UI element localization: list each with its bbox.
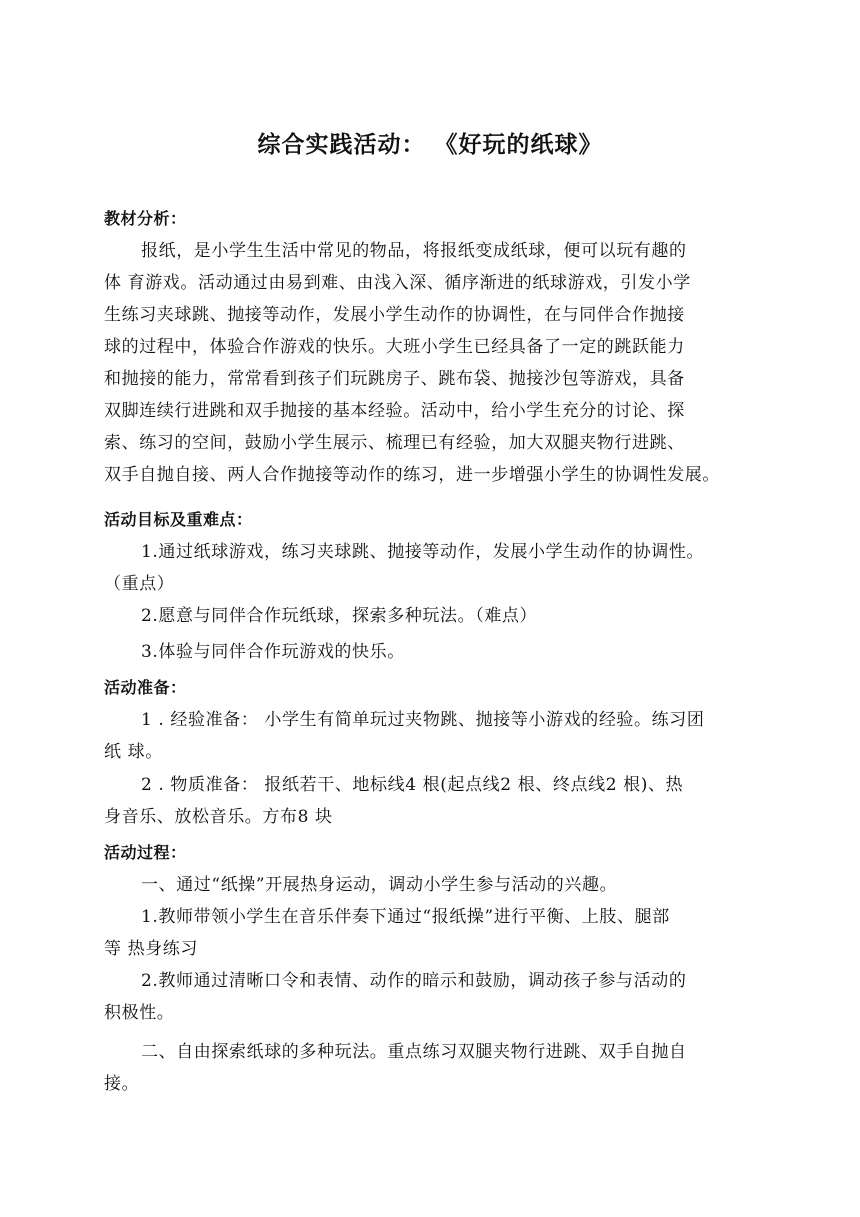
preparation-line: 1 . 经验准备： 小学生有简单玩过夹物跳、抛接等小游戏的经验。练习团 [141, 710, 705, 730]
process-line: 二、自由探索纸球的多种玩法。重点练习双腿夹物行进跳、双手自抛自 [141, 1042, 687, 1062]
process-line: 1.教师带领小学生在音乐伴奏下通过“报纸操”进行平衡、上肢、腿部 [141, 907, 670, 927]
analysis-line: 双手自抛自接、两人合作抛接等动作的练习，进一步增强小学生的协调性发展。 [104, 465, 720, 485]
goal-line: 3.体验与同伴合作玩游戏的快乐。 [141, 642, 405, 662]
analysis-line: 报纸，是小学生生活中常见的物品，将报纸变成纸球，便可以玩有趣的 [141, 241, 687, 261]
preparation-line: 身音乐、放松音乐。方布8 块 [104, 807, 333, 827]
process-line: 一、通过“纸操”开展热身运动，调动小学生参与活动的兴趣。 [141, 875, 618, 895]
analysis-line: 球的过程中，体验合作游戏的快乐。大班小学生已经具备了一定的跳跃能力 [104, 337, 685, 357]
analysis-line: 索、练习的空间，鼓励小学生展示、梳理已有经验，加大双腿夹物行进跳、 [104, 433, 685, 453]
analysis-line: 体 育游戏。活动通过由易到难、由浅入深、循序渐进的纸球游戏，引发小学 [104, 273, 691, 293]
process-line: 2.教师通过清晰口令和表情、动作的暗示和鼓励，调动孩子参与活动的 [141, 971, 687, 991]
analysis-line: 双脚连续行进跳和双手抛接的基本经验。活动中，给小学生充分的讨论、探 [104, 401, 685, 421]
process-line: 接。 [104, 1074, 140, 1094]
section-heading-preparation: 活动准备： [104, 678, 187, 697]
document-title: 综合实践活动： 《好玩的纸球》 [257, 132, 603, 158]
goal-line: 1.通过纸球游戏，练习夹球跳、抛接等动作，发展小学生动作的协调性。 [141, 542, 705, 562]
analysis-line: 生练习夹球跳、抛接等动作，发展小学生动作的协调性，在与同伴合作抛接 [104, 305, 685, 325]
section-heading-process: 活动过程： [104, 843, 187, 862]
preparation-line: 纸 球。 [104, 742, 163, 762]
goal-line: （重点） [104, 574, 175, 594]
preparation-line: 2 . 物质准备： 报纸若干、地标线4 根(起点线2 根、终点线2 根)、热 [141, 775, 684, 795]
section-heading-goals: 活动目标及重难点： [104, 510, 253, 529]
analysis-line: 和抛接的能力，常常看到孩子们玩跳房子、跳布袋、抛接沙包等游戏，具备 [104, 369, 685, 389]
process-line: 积极性。 [104, 1003, 175, 1023]
process-line: 等 热身练习 [104, 939, 199, 959]
section-heading-analysis: 教材分析： [104, 209, 187, 228]
goal-line: 2.愿意与同伴合作玩纸球，探索多种玩法。（难点） [141, 606, 538, 626]
